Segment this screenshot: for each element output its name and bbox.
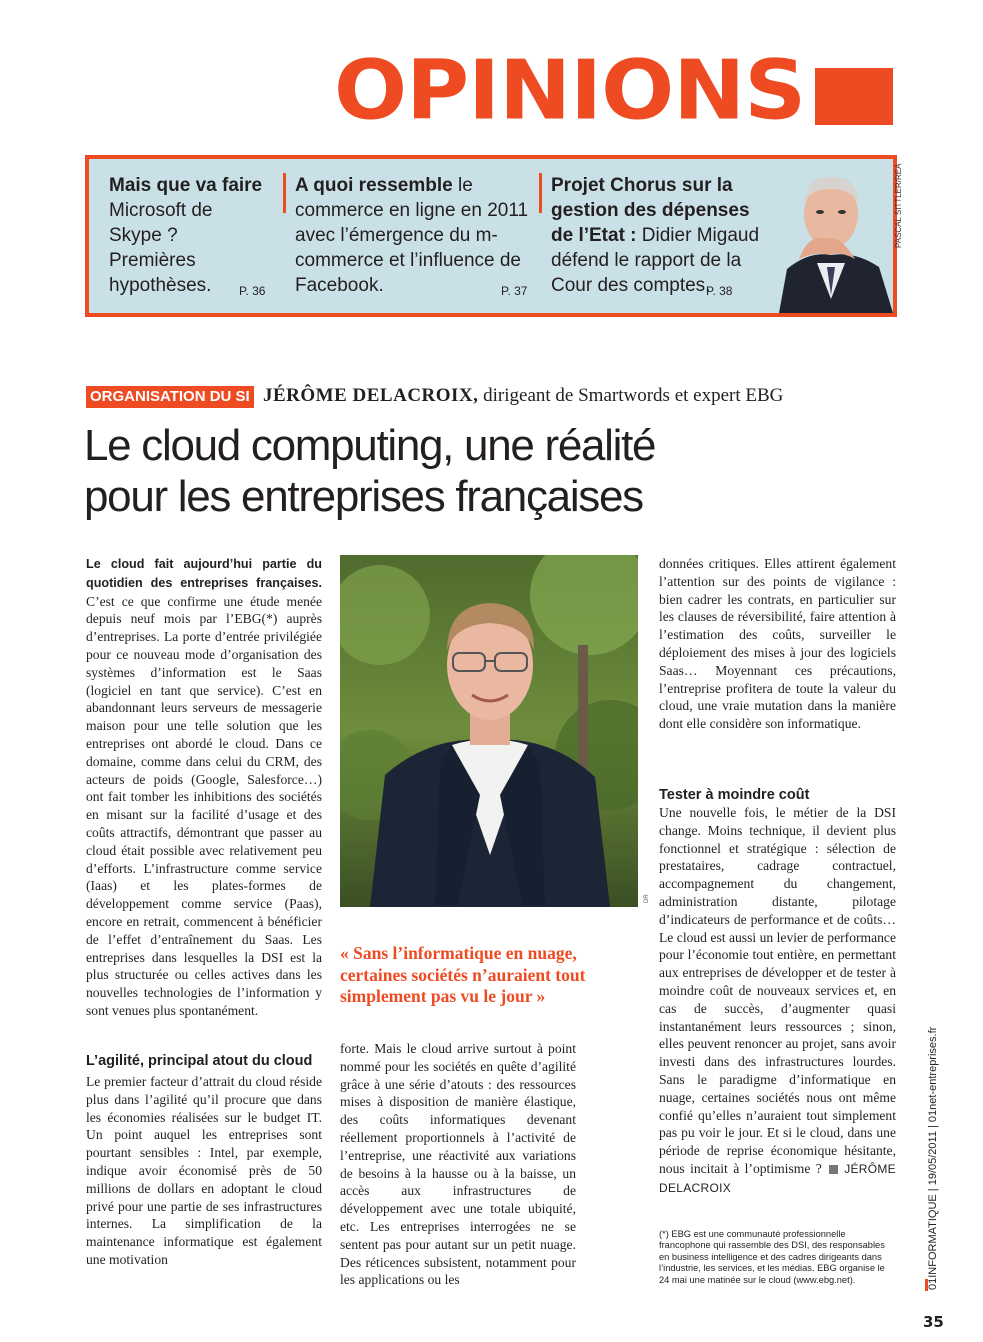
rubric-tag: ORGANISATION DU SI [86, 386, 254, 408]
column-3-continued [659, 786, 896, 1198]
column-1b-body: Le premier facteur d’attrait du cloud réside plus dans l’agilité qu’il procure que dans les économies réalisées sur le budget IT. Un point auquel les entreprises sont pourtant sensibles : Intel, par exemple, indique avoir économisé près de 50 millions de dollars en adoptant le cloud privé pour une partie de ses infrastructures internes. La simplification de la maintenance informatique est également une motivation [86, 1074, 322, 1267]
teaser-2-bold: A quoi ressemble [295, 175, 453, 196]
section-title-square [815, 68, 893, 125]
column-2 [340, 1040, 576, 1289]
headline-line-2: pour les entreprises françaises [84, 472, 643, 521]
teaser-3-bold: Projet Chorus sur la gestion des dépenses de l’Etat : [551, 175, 750, 246]
end-of-article-icon [829, 1165, 838, 1174]
portrait-illustration [769, 159, 893, 313]
column-1-continued [86, 1053, 322, 1269]
column-3b-body: Une nouvelle fois, le métier de la DSI change. Moins technique, il devient plus fonctionnel et stratégique : sélection de prestataires, cadrage contractuel, accompagnement du changement, administration distante, pilotage d’indicateurs de performance et de coûts… Le cloud est aussi un levier de performance pour l’économie tout entière, en permettant aux entreprises de développer et de tester à moindre coût de nouveaux services et, en cas de succès, d’augmenter quasi instantanément leurs ressources ; sinon, elles peuvent renoncer au projet, sans avoir investi dans des infrastructures lourdes. Sans le paradigme d’informatique en nuage, certaines sociétés nous ont même confié qu’elles n’auraient tout simplement pas pu voir le jour. Et si le cloud, dans une période de reprise économique hésitante, nous incitait à l’optimisme ? [659, 805, 896, 1176]
author-name: JÉRÔME DELACROIX, [263, 385, 479, 406]
section-title: OPINIONS [334, 43, 806, 139]
folio-side-text: 01INFORMATIQUE | 19/05/2011 | 01net-entreprises.fr [927, 1026, 939, 1290]
teaser-1-text: Microsoft de Skype ? Premières hypothèses. [109, 200, 213, 296]
column-1 [86, 555, 322, 1020]
subhead-agilite: L’agilité, principal atout du cloud [86, 1053, 313, 1069]
page-number: 35 [923, 1313, 944, 1331]
headline-line-1: Le cloud computing, une réalité [84, 421, 656, 470]
footnote: (*) EBG est une communauté professionnelle francophone qui rassemble des DSI, des responsables en business intelligence et des cadres dirigeants dans l’industrie, les services, et les médias. EBG organise le 24 mai une matinée sur le cloud (www.ebg.net). [659, 1229, 885, 1285]
teaser-3[interactable] [551, 173, 761, 298]
teaser-2-text: le commerce en ligne en 2011 avec l’émergence du m-commerce et l’influence de Facebook. [295, 175, 529, 296]
teaser-photo-credit: PASCAL SITTLER/REA [894, 163, 903, 248]
photo-credit: DR [644, 894, 650, 903]
subhead-tester: Tester à moindre coût [659, 787, 810, 803]
column-3-body: données critiques. Elles attirent également l’attention sur des points de vigilance : bien cadrer les contrats, en particulier sur les clauses de réversibilité, faire attention à l’estimation des coûts, surveiller le déploiement des mises à jour des logiciels Saas… Moyennant ces précautions, l’entreprise profitera de toute la valeur du cloud, une vraie mutation dans la manière dont elle considère son informatique. [659, 556, 896, 732]
column-3 [659, 555, 896, 733]
teaser-1-page: P. 36 [239, 284, 266, 298]
teaser-box [85, 155, 897, 317]
teaser-3-text: Didier Migaud défend le rapport de la Cour des comptes. [551, 225, 760, 296]
author-line [263, 384, 783, 408]
teaser-2-page: P. 37 [501, 284, 528, 298]
pull-quote: « Sans l’informatique en nuage, certaines sociétés n’auraient tout simplement pas vu le jour » [340, 943, 586, 1006]
article-lead: Le cloud fait aujourd’hui partie du quotidien des entreprises françaises. [86, 557, 322, 590]
teaser-divider [283, 173, 286, 213]
headline [84, 420, 884, 522]
author-role: dirigeant de Smartwords et expert EBG [478, 385, 784, 406]
column-1-body: C’est ce que confirme une étude menée depuis neuf mois par l’EBG(*) auprès d’entreprises. La porte d’entrée privilégiée pour ce nouveau mode d’organisation des systèmes d’information est le Saas (logiciel en tant que service). C’est en abandonnant leurs serveurs de messagerie maison pour une telle solution que les entreprises ont abordé le cloud. Dans ce domaine, comme dans celui du CRM, des acteurs de poids (Google, Salesforce…) ont fait tomber les inhibitions des sociétés en misant sur la facilité d’usage et des coûts attractifs, démontrant que passer au cloud était possible avec relativement peu d’efforts. L’infrastructure comme service (Iaas) et les plates-formes de développement comme service (Paas), encore en retrait, commencent à bénéficier de l’effet d’entraînement du Saas. Les entreprises dans lesquelles la DSI est la plus structurée ou celles actives dans les nouvelles technologies de l’information y sont venues plus spontanément. [86, 593, 322, 1018]
teaser-1[interactable] [109, 173, 269, 298]
author-photo [340, 555, 638, 907]
author-photo-illustration [340, 555, 638, 907]
teaser-divider [539, 173, 542, 213]
teaser-3-page: P. 38 [706, 284, 733, 298]
signature: JÉRÔME DELACROIX [659, 1161, 896, 1195]
teaser-1-bold: Mais que va faire [109, 175, 263, 196]
column-2-body: forte. Mais le cloud arrive surtout à point nommé pour les sociétés en quête d’agilité grâce à une série d’atouts : des ressources mises à disposition de manière élastique, des coûts informatiques devenant réellement proportionnels à l’activité de l’entreprise, une réactivité aux variations de besoins à la hausse ou à la baisse, un accès aux infrastructures de développement avec une totale ubiquité, etc. Les entreprises interrogées ne se sentent pas pour autant sur un petit nuage. Des réticences subsistent, notamment pour les applications ou les [340, 1041, 576, 1288]
teaser-2[interactable] [295, 173, 535, 298]
teaser-portrait [769, 159, 893, 313]
